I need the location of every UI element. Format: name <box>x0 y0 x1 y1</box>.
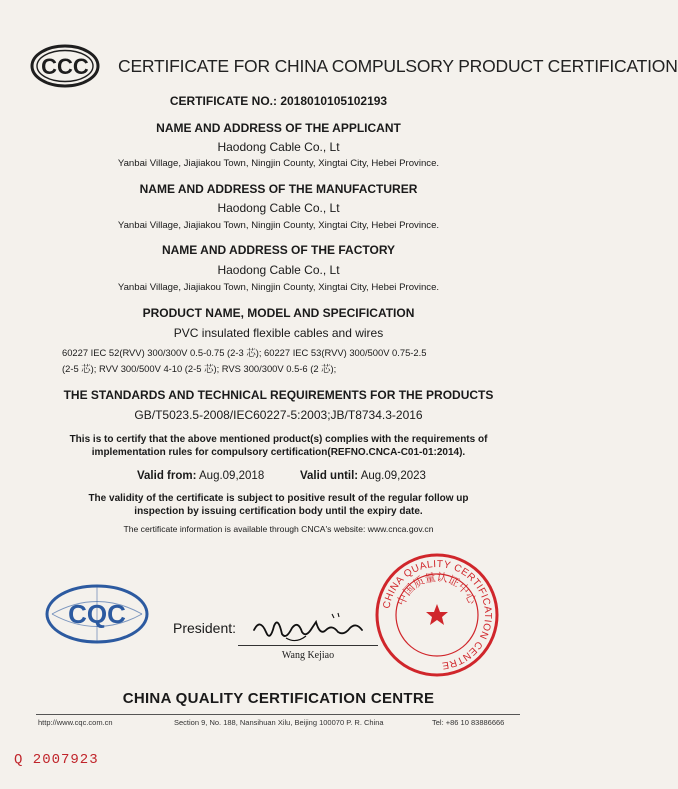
valid-from-value: Aug.09,2018 <box>199 470 265 482</box>
standards-heading: THE STANDARDS AND TECHNICAL REQUIREMENTS FOR THE PRODUCTS <box>63 388 494 402</box>
applicant-name: Haodong Cable Co., Lt <box>217 140 340 154</box>
product-spec-line-2: (2-5 芯); RVV 300/500V 4-10 (2-5 芯); RVS 300/300V 0.5-6 (2 芯); <box>62 363 337 374</box>
serial-number: Q 2007923 <box>14 752 99 768</box>
manufacturer-address: Yanbai Village, Jiajiakou Town, Ningjin County, Xingtai City, Hebei Province. <box>117 220 440 231</box>
certify-statement <box>0 433 557 459</box>
footer-title: CHINA QUALITY CERTIFICATION CENTRE <box>122 690 435 707</box>
footer-divider <box>36 714 520 715</box>
certificate-number-value: 2018010105102193 <box>280 94 388 108</box>
applicant-address: Yanbai Village, Jiajiakou Town, Ningjin County, Xingtai City, Hebei Province. <box>117 158 440 169</box>
certificate-number <box>0 94 557 108</box>
valid-until-label: Valid until: <box>300 470 359 482</box>
footer-address: Section 9, No. 188, Nansihuan Xilu, Beijing 100070 P. R. China <box>174 718 384 727</box>
cqc-seal-icon <box>374 552 500 678</box>
manufacturer-name: Haodong Cable Co., Lt <box>217 201 340 215</box>
product-heading: PRODUCT NAME, MODEL AND SPECIFICATION <box>142 306 415 320</box>
validity-note-line-1: The validity of the certificate is subject to positive result of the regular follow up <box>88 493 469 504</box>
ccc-logo-text: CCC <box>41 54 89 79</box>
validity-note-line-2: inspection by issuing certification body until the expiry date. <box>134 506 423 517</box>
valid-until <box>300 470 426 482</box>
factory-name: Haodong Cable Co., Lt <box>217 263 340 277</box>
product-name: PVC insulated flexible cables and wires <box>173 326 384 340</box>
valid-from <box>137 470 264 482</box>
info-note: The certificate information is available through CNCA's website: www.cnca.gov.cn <box>123 524 434 534</box>
seal-inner-text: 中国质量认证中心 <box>394 570 479 608</box>
page-title: CERTIFICATE FOR CHINA COMPULSORY PRODUCT CERTIFICATION <box>118 56 678 76</box>
footer-website: http://www.cqc.com.cn <box>38 718 113 727</box>
manufacturer-heading: NAME AND ADDRESS OF THE MANUFACTURER <box>139 182 418 196</box>
seal-outer-text: CHINA QUALITY CERTIFICATION CENTRE <box>381 558 494 671</box>
cqc-logo-icon <box>44 583 150 645</box>
footer-tel: Tel: +86 10 83886666 <box>432 718 505 727</box>
factory-address: Yanbai Village, Jiajiakou Town, Ningjin County, Xingtai City, Hebei Province. <box>117 282 440 293</box>
certificate-number-label: CERTIFICATE NO.: <box>169 94 277 108</box>
standards-value: GB/T5023.5-2008/IEC60227-5:2003;JB/T8734.3-2016 <box>134 408 423 422</box>
certify-line-1: This is to certify that the above mentioned product(s) complies with the requirements of <box>69 434 488 445</box>
cqc-logo-text: CQC <box>68 599 126 629</box>
signature-mark-icon <box>246 608 366 648</box>
valid-until-value: Aug.09,2023 <box>360 470 426 482</box>
president-label: President: <box>173 620 237 636</box>
signature-line <box>238 645 378 646</box>
ccc-logo-icon <box>30 44 100 88</box>
product-spec-line-1: 60227 IEC 52(RVV) 300/300V 0.5-0.75 (2-3 芯); 60227 IEC 53(RVV) 300/500V 0.75-2.5 <box>62 347 427 358</box>
certify-line-2: implementation rules for compulsory certification(REFNO.CNCA-C01-01:2014). <box>91 447 466 458</box>
validity-note <box>0 492 557 518</box>
factory-heading: NAME AND ADDRESS OF THE FACTORY <box>161 243 396 257</box>
signer-name: Wang Kejiao <box>281 650 335 661</box>
applicant-heading: NAME AND ADDRESS OF THE APPLICANT <box>156 121 401 135</box>
valid-from-label: Valid from: <box>137 470 197 482</box>
